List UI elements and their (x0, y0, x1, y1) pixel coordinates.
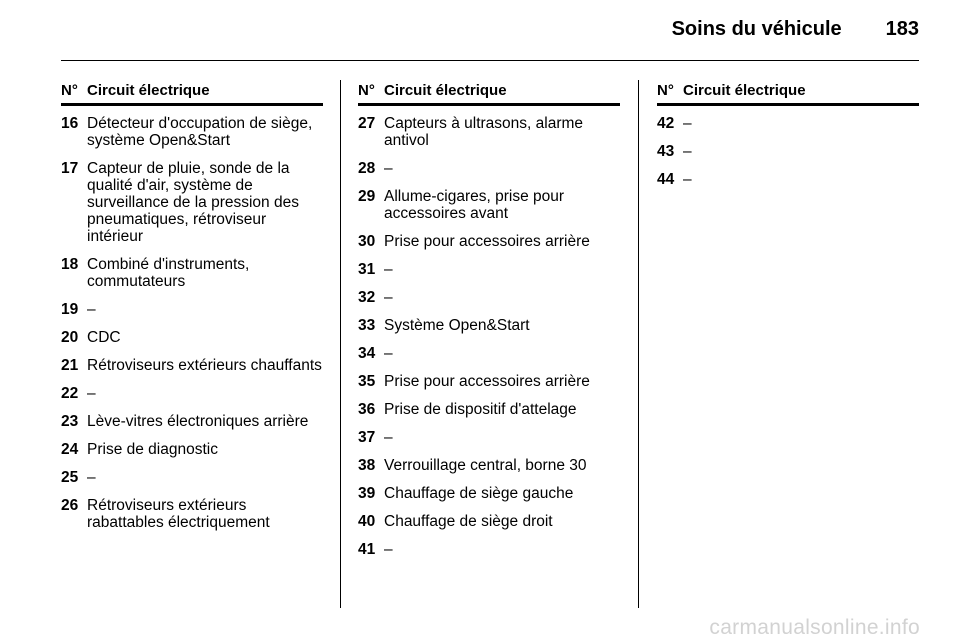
fuse-entry (61, 441, 323, 458)
fuse-entry (358, 289, 620, 306)
column-divider (638, 80, 639, 608)
fuse-description: Détecteur d'occupation de siège, système Open&Start (87, 115, 313, 149)
fuse-entry (61, 413, 323, 430)
fuse-number: 24 (61, 441, 79, 458)
fuse-description: – (384, 261, 393, 278)
fuse-description: Rétroviseurs extérieurs chauffants (87, 357, 322, 374)
column-header (358, 80, 620, 106)
fuse-entry (61, 497, 323, 531)
fuse-description: – (87, 385, 96, 402)
fuse-entry (358, 513, 620, 530)
fuse-column-2 (358, 80, 620, 569)
page-title: Soins du véhicule (671, 18, 842, 40)
column-header-number: N° (657, 82, 674, 99)
fuse-description: Chauffage de siège gauche (384, 485, 574, 502)
fuse-column-1 (61, 80, 323, 542)
page-number: 183 (885, 18, 919, 40)
fuse-number: 16 (61, 115, 79, 132)
fuse-description: Rétroviseurs extérieurs rabattables électriquement (87, 497, 270, 531)
fuse-description: Capteur de pluie, sonde de la qualité d'air, système de surveillance de la pression des pneumatiques, rétroviseur intérieur (87, 160, 299, 245)
fuse-description: Verrouillage central, borne 30 (384, 457, 587, 474)
fuse-description: Système Open&Start (384, 317, 530, 334)
fuse-description: Prise pour accessoires arrière (384, 373, 590, 390)
fuse-list (358, 115, 620, 558)
fuse-number: 31 (358, 261, 376, 278)
fuse-entry (61, 256, 323, 290)
column-header-number: N° (61, 82, 78, 99)
fuse-number: 35 (358, 373, 376, 390)
fuse-number: 29 (358, 188, 376, 205)
fuse-number: 41 (358, 541, 376, 558)
fuse-description: – (683, 143, 692, 160)
fuse-description: – (87, 469, 96, 486)
fuse-description: – (384, 289, 393, 306)
fuse-entry (61, 115, 323, 149)
fuse-entry (61, 329, 323, 346)
fuse-number: 44 (657, 171, 675, 188)
column-header-label: Circuit électrique (683, 82, 806, 99)
fuse-entry (657, 171, 919, 188)
fuse-description: Combiné d'instruments, commutateurs (87, 256, 250, 290)
fuse-description: Chauffage de siège droit (384, 513, 553, 530)
fuse-number: 37 (358, 429, 376, 446)
fuse-entry (358, 188, 620, 222)
fuse-number: 32 (358, 289, 376, 306)
fuse-number: 19 (61, 301, 79, 318)
header-rule (61, 60, 919, 61)
fuse-list (657, 115, 919, 188)
watermark: carmanualsonline.info (709, 616, 920, 639)
fuse-number: 40 (358, 513, 376, 530)
page-header (672, 18, 919, 41)
column-header-label: Circuit électrique (87, 82, 210, 99)
fuse-entry (358, 233, 620, 250)
fuse-entry (358, 373, 620, 390)
fuse-entry (358, 429, 620, 446)
fuse-description: Prise de diagnostic (87, 441, 218, 458)
fuse-number: 25 (61, 469, 79, 486)
fuse-description: – (384, 345, 393, 362)
fuse-entry (358, 485, 620, 502)
fuse-entry (61, 160, 323, 245)
fuse-number: 21 (61, 357, 79, 374)
fuse-entry (358, 541, 620, 558)
column-divider (340, 80, 341, 608)
fuse-description: – (384, 541, 393, 558)
fuse-entry (358, 317, 620, 334)
fuse-description: Prise pour accessoires arrière (384, 233, 590, 250)
fuse-number: 33 (358, 317, 376, 334)
column-header-label: Circuit électrique (384, 82, 507, 99)
fuse-entry (358, 115, 620, 149)
column-header-number: N° (358, 82, 375, 99)
fuse-number: 38 (358, 457, 376, 474)
fuse-entry (358, 160, 620, 177)
fuse-number: 36 (358, 401, 376, 418)
fuse-entry (61, 469, 323, 486)
column-header (657, 80, 919, 106)
fuse-number: 28 (358, 160, 376, 177)
fuse-description: Lève-vitres électroniques arrière (87, 413, 309, 430)
fuse-description: Prise de dispositif d'attelage (384, 401, 577, 418)
fuse-number: 43 (657, 143, 675, 160)
fuse-entry (61, 301, 323, 318)
fuse-column-3 (657, 80, 919, 199)
fuse-number: 30 (358, 233, 376, 250)
fuse-entry (657, 115, 919, 132)
fuse-number: 23 (61, 413, 79, 430)
fuse-number: 39 (358, 485, 376, 502)
fuse-number: 18 (61, 256, 79, 273)
fuse-description: – (384, 160, 393, 177)
fuse-entry (657, 143, 919, 160)
fuse-entry (358, 261, 620, 278)
fuse-list (61, 115, 323, 531)
fuse-number: 42 (657, 115, 675, 132)
fuse-number: 17 (61, 160, 79, 177)
fuse-entry (358, 457, 620, 474)
fuse-entry (358, 401, 620, 418)
fuse-number: 27 (358, 115, 376, 132)
fuse-entry (61, 385, 323, 402)
fuse-description: Capteurs à ultrasons, alarme antivol (384, 115, 584, 149)
fuse-description: CDC (87, 329, 121, 346)
fuse-number: 20 (61, 329, 79, 346)
fuse-entry (358, 345, 620, 362)
fuse-description: – (87, 301, 96, 318)
fuse-description: – (384, 429, 393, 446)
fuse-description: – (683, 115, 692, 132)
fuse-description: – (683, 171, 692, 188)
fuse-entry (61, 357, 323, 374)
fuse-description: Allume-cigares, prise pour accessoires avant (384, 188, 565, 222)
fuse-number: 26 (61, 497, 79, 514)
fuse-number: 22 (61, 385, 79, 402)
fuse-number: 34 (358, 345, 376, 362)
column-header (61, 80, 323, 106)
